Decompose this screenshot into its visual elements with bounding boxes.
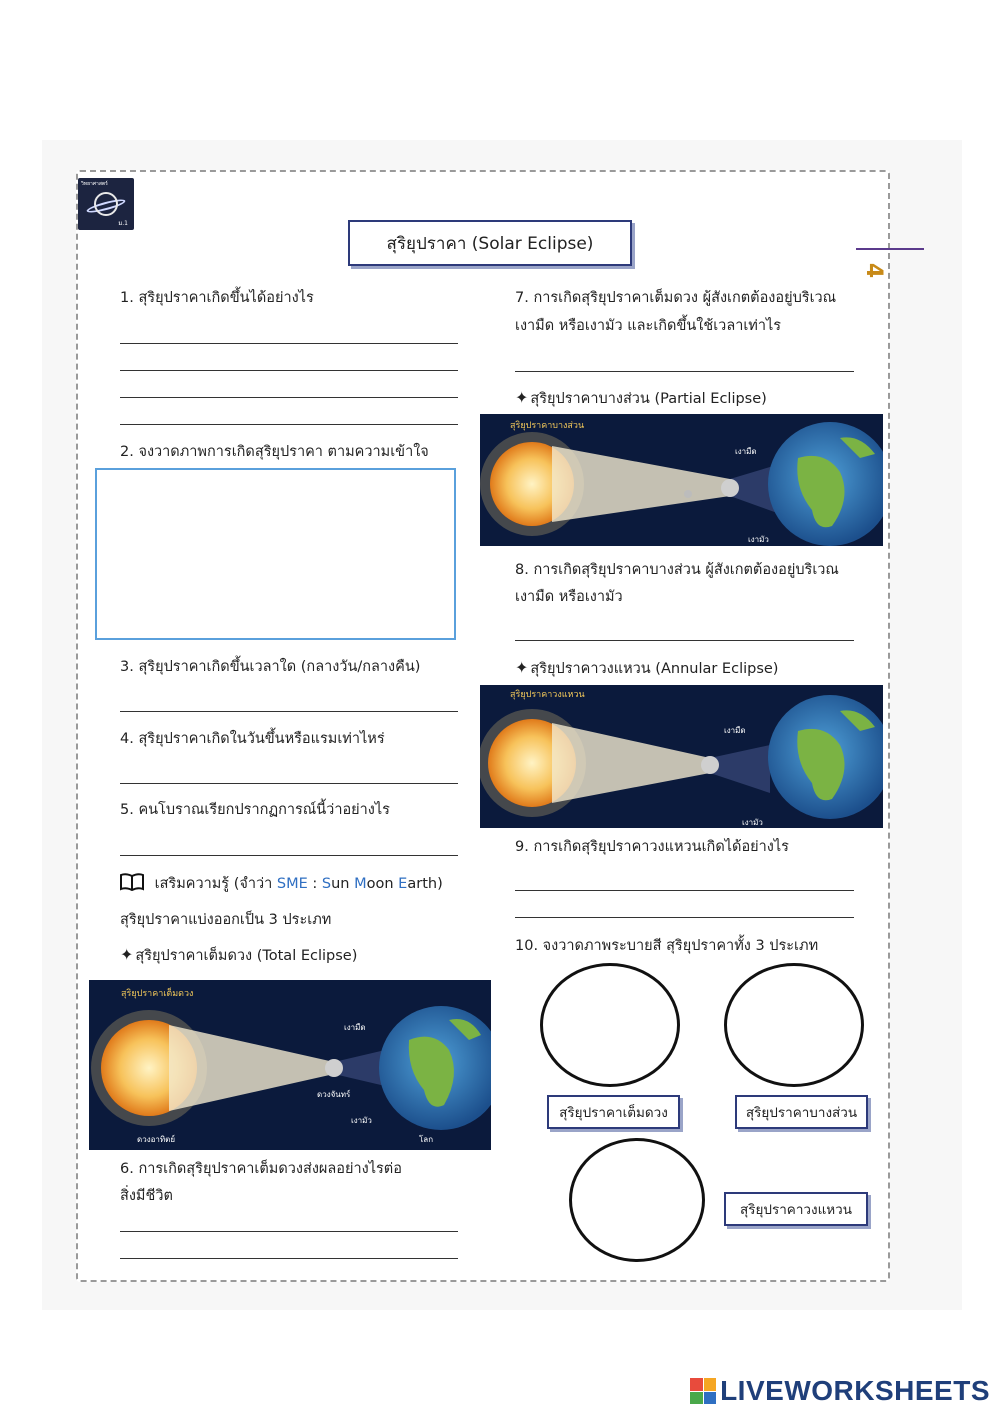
total-eclipse-image — [89, 980, 491, 1150]
answer-line-5[interactable] — [120, 855, 458, 856]
question-6-line2: สิ่งมีชีวิต — [120, 1188, 173, 1204]
total-heading — [120, 944, 357, 967]
label-partial: สุริยุปราคาบางส่วน — [735, 1095, 868, 1129]
answer-line-4[interactable] — [120, 783, 458, 784]
answer-line-1d[interactable] — [120, 424, 458, 425]
page-number: 4 — [861, 262, 887, 279]
annular-eclipse-image — [480, 685, 883, 828]
annular-image-penumbra: เงามัว — [742, 818, 763, 827]
answer-line-6a[interactable] — [120, 1231, 458, 1232]
question-9: 9. การเกิดสุริยุปราคาวงแหวนเกิดได้อย่างไร — [515, 839, 789, 855]
book-icon — [120, 873, 144, 891]
question-1: 1. สุริยุปราคาเกิดขึ้นได้อย่างไร — [120, 290, 314, 306]
partial-eclipse-image — [480, 414, 883, 546]
question-7-line2: เงามืด หรือเงามัว และเกิดขึ้นใช้เวลาเท่าไร — [515, 318, 782, 334]
partial-image-title: สุริยุปราคาบางส่วน — [510, 421, 585, 431]
extra-colon: : — [307, 876, 322, 892]
logo-tiny-text: วิทยาศาสตร์ — [81, 181, 108, 187]
liveworksheets-logo — [690, 1375, 990, 1407]
question-5: 5. คนโบราณเรียกปรากฏการณ์นี้ว่าอย่างไร — [120, 802, 390, 818]
question-8-line2: เงามืด หรือเงามัว — [515, 589, 623, 605]
sparkle-icon: ✦ — [515, 388, 529, 407]
liveworksheets-mark-icon — [690, 1378, 716, 1404]
extra-prefix: เสริมความรู้ (จำว่า — [154, 876, 273, 892]
answer-line-1a[interactable] — [120, 343, 458, 344]
partial-image-penumbra: เงามัว — [748, 535, 769, 544]
label-total: สุริยุปราคาเต็มดวง — [547, 1095, 680, 1129]
question-8-line1: 8. การเกิดสุริยุปราคาบางส่วน ผู้สังเกตต้องอยู่บริเวณ — [515, 562, 839, 578]
total-image-sun: ดวงอาทิตย์ — [137, 1135, 176, 1144]
total-heading-text: สุริยุปราคาเต็มดวง (Total Eclipse) — [135, 948, 358, 964]
question-4: 4. สุริยุปราคาเกิดในวันขึ้นหรือแรมเท่าไหร่ — [120, 731, 385, 747]
annular-heading — [515, 657, 778, 680]
partial-image-umbra: เงามืด — [735, 447, 757, 456]
page-tab-line — [856, 248, 924, 250]
extra-e: E — [398, 876, 408, 892]
total-image-title: สุริยุปราคาเต็มดวง — [121, 989, 194, 999]
answer-line-7[interactable] — [515, 371, 854, 372]
types-intro: สุริยุปราคาแบ่งออกเป็น 3 ประเภท — [120, 912, 332, 928]
draw-circle-total[interactable] — [540, 963, 680, 1087]
logo-sub-text: ม.1 — [118, 220, 128, 227]
sparkle-icon: ✦ — [515, 658, 529, 677]
extra-s: S — [321, 876, 332, 892]
answer-line-1b[interactable] — [120, 370, 458, 371]
annular-heading-text: สุริยุปราคาวงแหวน (Annular Eclipse) — [530, 661, 779, 677]
question-7-line1: 7. การเกิดสุริยุปราคาเต็มดวง ผู้สังเกตต้องอยู่บริเวณ — [515, 290, 837, 306]
page-title: สุริยุปราคา (Solar Eclipse) — [348, 220, 632, 266]
sparkle-icon: ✦ — [120, 945, 134, 964]
question-10: 10. จงวาดภาพระบายสี สุริยุปราคาทั้ง 3 ประเภท — [515, 938, 819, 954]
extra-oon: oon — [366, 876, 399, 892]
extra-knowledge — [120, 872, 443, 895]
extra-sme: SME — [276, 876, 308, 892]
total-image-umbra: เงามืด — [344, 1023, 366, 1032]
answer-line-1c[interactable] — [120, 397, 458, 398]
answer-line-9b[interactable] — [515, 917, 854, 918]
planet-icon — [94, 192, 118, 216]
draw-circle-partial[interactable] — [724, 963, 864, 1087]
question-2: 2. จงวาดภาพการเกิดสุริยุปราคา ตามความเข้าใจ — [120, 444, 429, 460]
answer-line-8[interactable] — [515, 640, 854, 641]
label-annular: สุริยุปราคาวงแหวน — [724, 1192, 868, 1226]
answer-line-6b[interactable] — [120, 1258, 458, 1259]
total-image-penumbra: เงามัว — [351, 1116, 372, 1125]
total-image-earth: โลก — [419, 1135, 434, 1144]
extra-un: un — [331, 876, 355, 892]
draw-circle-annular[interactable] — [569, 1138, 705, 1262]
annular-image-title: สุริยุปราคาวงแหวน — [510, 690, 585, 700]
annular-image-umbra: เงามืด — [724, 726, 746, 735]
partial-heading — [515, 387, 767, 410]
question-3: 3. สุริยุปราคาเกิดขึ้นเวลาใด (กลางวัน/กลางคืน) — [120, 659, 421, 675]
question-6-line1: 6. การเกิดสุริยุปราคาเต็มดวงส่งผลอย่างไรต่อ — [120, 1161, 402, 1177]
extra-m: M — [354, 876, 367, 892]
total-image-moon: ดวงจันทร์ — [317, 1090, 351, 1099]
school-logo — [78, 178, 134, 230]
drawing-area[interactable] — [95, 468, 456, 640]
liveworksheets-text: LIVEWORKSHEETS — [720, 1375, 990, 1406]
extra-arth: arth) — [407, 876, 443, 892]
answer-line-9a[interactable] — [515, 890, 854, 891]
answer-line-3[interactable] — [120, 711, 458, 712]
partial-heading-text: สุริยุปราคาบางส่วน (Partial Eclipse) — [530, 391, 767, 407]
